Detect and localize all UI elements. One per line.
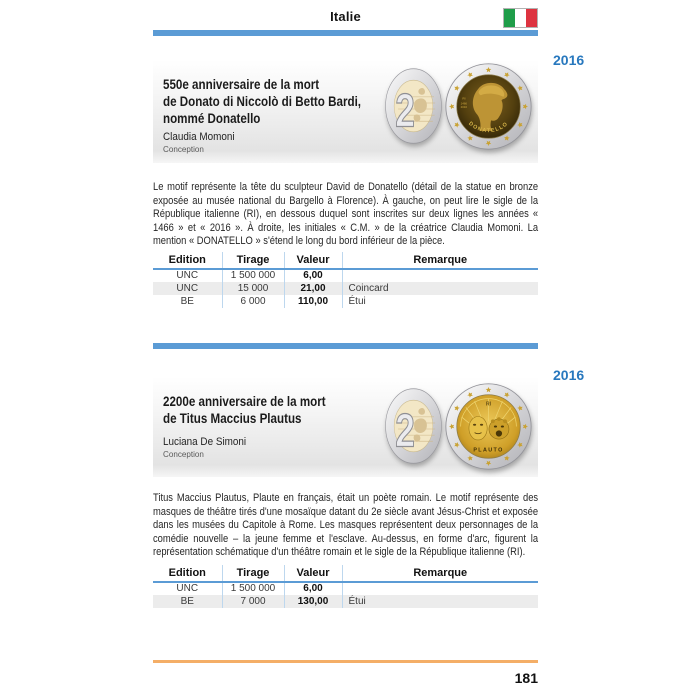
designer-role: Conception xyxy=(163,449,204,459)
col-tirage: Tirage xyxy=(222,565,284,582)
table-header-row xyxy=(153,252,538,269)
designer-name: Luciana De Simoni xyxy=(163,436,247,448)
theatre-mask-female xyxy=(469,416,487,439)
col-edition: Edition xyxy=(153,565,222,582)
coin-description: Titus Maccius Plautus, Plaute en français, était un poète romain. Le motif représente des masques de théâtre tirés d'une mosaïque datant du 2e siècle avant Jésus-Christ et exposée dans les musées du Capitole à Rome. Les masques représentent deux personnages de la comédie nouvelle – la jeune femme et l'esclave. Au-dessus, en forme d'arc, figurent la représentation schématique d'un théâtre romain et le sigle de la République italienne (RI). xyxy=(153,492,539,558)
footer-rule xyxy=(153,660,538,663)
euro-digit: 2 xyxy=(395,403,415,457)
table-row: UNC 1 500 000 6,00 xyxy=(153,269,538,282)
table-row: UNC 15 000 21,00 Coincard xyxy=(153,282,538,295)
col-edition: Edition xyxy=(153,252,222,269)
euro-common-side-coin xyxy=(385,68,442,144)
coin-description: Le motif représente la tête du sculpteur David de Donatello (détail de la statue en bronze exposée au musée national du Bargello à Florence). À gauche, on peut lire le sigle de la République italienne (RI), en dessous duquel sont inscrites sur deux lignes les années « 1466 » et « 2016 ». À droite, les initiales « C.M. » de la créatrice Claudia Momoni. La mention « DONATELLO » s'étend le long du bord inférieur de la pièce. xyxy=(153,181,539,247)
table-row: BE 6 000 110,00 Étui xyxy=(153,295,538,308)
coin-year-top: 1466 xyxy=(460,101,468,106)
coin-legend: PLAUTO xyxy=(473,447,504,454)
euro-digit: 2 xyxy=(395,83,415,137)
col-remarque: Remarque xyxy=(342,565,538,582)
mintage-table xyxy=(153,565,538,608)
coin-entry-panel xyxy=(153,377,538,477)
coin-national-plautus xyxy=(445,383,532,470)
col-valeur: Valeur xyxy=(284,565,342,582)
designer-name: Claudia Momoni xyxy=(163,131,235,143)
ri-monogram: RI xyxy=(462,96,466,101)
col-tirage: Tirage xyxy=(222,252,284,269)
page-title: Italie xyxy=(330,9,361,24)
coin-national-donatello xyxy=(445,63,532,150)
coin-legend: DONATELLO xyxy=(467,120,510,135)
table-row: UNC 1 500 000 6,00 xyxy=(153,582,538,595)
designer-role: Conception xyxy=(163,144,204,154)
coin-entry-panel xyxy=(153,60,538,163)
italy-flag-icon xyxy=(503,8,538,28)
col-valeur: Valeur xyxy=(284,252,342,269)
table-header-row xyxy=(153,565,538,582)
theatre-mask-comic xyxy=(489,417,509,439)
header-rule xyxy=(153,30,538,36)
coin-title: 2200e anniversaire de la mort de Titus Maccius Plautus xyxy=(163,394,326,426)
coin-title: 550e anniversaire de la mort de Donato di Niccolò di Betto Bardi, nommé Donatello xyxy=(163,77,362,126)
entry-year: 2016 xyxy=(553,367,585,383)
table-row: BE 7 000 130,00 Étui xyxy=(153,595,538,608)
ri-monogram: RI xyxy=(485,401,492,408)
col-remarque: Remarque xyxy=(342,252,538,269)
euro-common-side-coin xyxy=(385,388,442,464)
coin-year-bottom: 2016 xyxy=(460,104,468,109)
section-rule xyxy=(153,343,538,349)
mintage-table xyxy=(153,252,538,308)
entry-year: 2016 xyxy=(553,52,585,68)
page-number: 181 xyxy=(514,670,538,686)
